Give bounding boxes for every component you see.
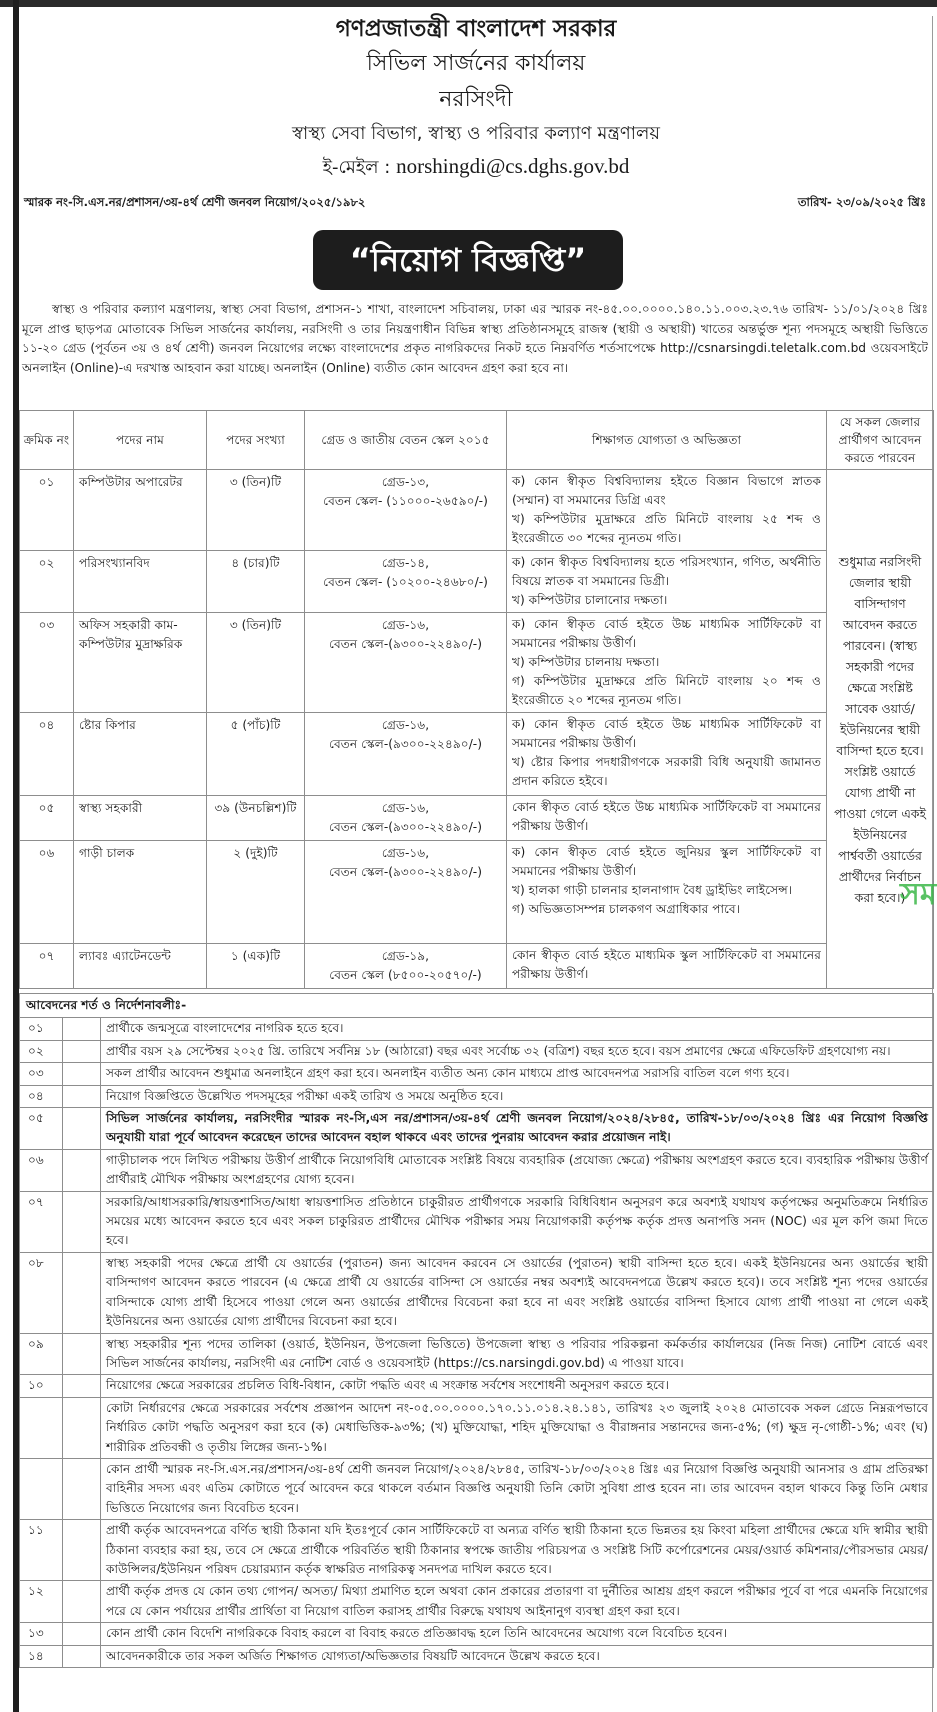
condition-serial: ০৫ <box>20 1108 63 1150</box>
condition-serial: ১৪ <box>20 1645 63 1667</box>
qualification-line: কোন স্বীকৃত বোর্ড হইতে মাধ্যমিক স্কুল সার্টিফিকেট বা সমমানের পরীক্ষায় উত্তীর্ণ। <box>512 948 821 981</box>
job-qualification <box>507 551 827 613</box>
job-grade <box>305 944 507 989</box>
job-scale-text: বেতন স্কেল-(৯৩০০-২২৪৯০/-) <box>329 637 482 651</box>
condition-spacer <box>63 1458 101 1519</box>
job-count-text: ৪ (চার)টি <box>231 556 280 570</box>
conditions-table <box>19 993 934 1668</box>
job-grade <box>305 613 507 713</box>
condition-text: আবেদনকারীকে তার সকল অর্জিত শিক্ষাগত যোগ্যতা/অভিজ্ঞতার বিষয়টি আবেদনে উল্লেখ করতে হবে। <box>101 1645 934 1667</box>
condition-serial <box>20 1397 63 1458</box>
header-count: পদের সংখ্যা <box>207 411 305 470</box>
job-grade <box>305 713 507 796</box>
condition-row <box>20 1085 934 1107</box>
job-row <box>20 713 934 796</box>
condition-serial: ০৭ <box>20 1191 63 1252</box>
job-serial-text: ০৫ <box>38 801 55 815</box>
job-count <box>207 796 305 841</box>
ministry-name: স্বাস্থ্য সেবা বিভাগ, স্বাস্থ্য ও পরিবার কল্যাণ মন্ত্রণালয় <box>291 123 661 144</box>
job-serial-text: ০৪ <box>38 718 55 732</box>
job-post <box>74 944 207 989</box>
condition-row <box>20 1252 934 1333</box>
condition-text: স্বাস্থ্য সহকারীর শূন্য পদের তালিকা (ওয়ার্ড, ইউনিয়ন, উপজেলা ভিত্তিতে) উপজেলা স্বাস্থ্য ও পরিবার পরিকল্পনা কর্মকর্তার কার্যালয়ের (নিজ নিজ) নোটিশ বোর্ডে এবং সিভিল সার্জনের কার্যালয়, নরসিংদী এর নোটিশ বোর্ড ও ওয়েবসাইট (https://cs.narsingdi.gov.bd) এ পাওয়া যাবে। <box>101 1333 934 1375</box>
job-post-text: গাড়ী চালক <box>79 846 135 860</box>
job-serial <box>20 841 74 944</box>
condition-serial: ১০ <box>20 1375 63 1397</box>
condition-row <box>20 1623 934 1645</box>
condition-serial: ০৯ <box>20 1333 63 1375</box>
job-grade-text: গ্রেড-১৩, <box>381 475 430 489</box>
condition-row <box>20 1375 934 1397</box>
qualification-line: কোন স্বীকৃত বোর্ড হইতে উচ্চ মাধ্যমিক সার্টিফিকেট বা সমমানের পরীক্ষায় উত্তীর্ণ। <box>512 800 821 833</box>
job-serial-text: ০১ <box>38 475 55 489</box>
condition-spacer <box>63 1581 101 1623</box>
job-scale-text: বেতন স্কেল-(৯৩০০-২২৪৯০/-) <box>329 820 482 834</box>
job-post <box>74 613 207 713</box>
condition-row <box>20 1191 934 1252</box>
qualification-line: ক) কোন স্বীকৃত বিশ্ববিদ্যালয় হইতে বিজ্ঞান বিভাগে স্নাতক (সম্মান) বা সমমানের ডিগ্রি এবং <box>512 474 821 507</box>
condition-serial: ১৩ <box>20 1623 63 1645</box>
job-scale-text: বেতন স্কেল- (১১০০০-২৬৫৯০/-) <box>323 494 488 508</box>
condition-spacer <box>63 1520 101 1581</box>
header-grade: গ্রেড ও জাতীয় বেতন স্কেল ২০১৫ <box>305 411 507 470</box>
job-count <box>207 944 305 989</box>
job-row <box>20 796 934 841</box>
district-name: নরসিংদী <box>439 87 513 112</box>
job-qualification <box>507 470 827 551</box>
job-post-text: ল্যাবঃ এ্যাটেনডেন্ট <box>79 949 171 963</box>
condition-text: কোটা নির্ধারণের ক্ষেত্রে সরকারের সর্বশেষ প্রজ্ঞাপন আদেশ নং-০৫.০০.০০০০.১৭০.১১.০১৪.২৪.১৪১, তারিখঃ ২৩ জুলাই ২০২৪ মোতাবেক সকল গ্রেডে নিম্নরূপভাবে নির্ধারিত কোটা পদ্ধতি অনুসরণ করা হবে (ক) মেধাভিত্তিক-৯৩%; (খ) মুক্তিযোদ্ধা, শহিদ মুক্তিযোদ্ধা ও বীরাঙ্গনার সন্তানদের জন্য-৫%; (গ) ক্ষুদ্র নৃ-গোষ্ঠী-১%; এবং (ঘ) শারীরিক প্রতিবন্ধী ও তৃতীয় লিঙ্গের জন্য-১%। <box>101 1397 934 1458</box>
job-scale-text: বেতন স্কেল-(৯৩০০-২২৪৯০/-) <box>329 737 482 751</box>
header-district: যে সকল জেলার প্রার্থীগণ আবেদন করতে পারবেন <box>827 411 934 470</box>
qualification-line: ক) কোন স্বীকৃত বোর্ড হইতে উচ্চ মাধ্যমিক সার্টিফিকেট বা সমমানের পরীক্ষায় উত্তীর্ণ। <box>512 617 821 650</box>
job-serial <box>20 551 74 613</box>
condition-spacer <box>63 1191 101 1252</box>
job-qualification <box>507 613 827 713</box>
condition-text: প্রার্থীকে জন্মসূত্রে বাংলাদেশের নাগরিক হতে হবে। <box>101 1018 934 1040</box>
condition-text: স্বাস্থ্য সহকারী পদের ক্ষেত্রে প্রার্থী যে ওয়ার্ডের (পুরাতন) জন্য আবেদন করবেন সে ওয়ার্ডের (পুরাতন) স্থায়ী বাসিন্দা হতে হবে। একই ইউনিয়নের অন্য ওয়ার্ডের স্থায়ী বাসিন্দাগণ আবেদন করতে পারবেন (এ ক্ষেত্রে প্রার্থী যে ওয়ার্ডের বাসিন্দা সে ওয়ার্ডের নম্বর অবশ্যই আবেদনপত্রে উল্লেখ করতে হবে)। তবে সংশ্লিষ্ট শূন্য পদের ওয়ার্ডের বাসিন্দাকে যোগ্য প্রার্থী হিসেবে পাওয়া গেলে অন্য ওয়ার্ডের প্রার্থীদের বিবেচনা করা হবে না এবং সংশ্লিষ্ট ওয়ার্ডের বাসিন্দা হিসাবে যোগ্য প্রার্থী পাওয়া না গেলে একই ইউনিয়নের অন্য ওয়ার্ডের যোগ্য প্রার্থীদের বিবেচনা করা হবে। <box>101 1252 934 1333</box>
job-serial <box>20 713 74 796</box>
condition-spacer <box>63 1149 101 1191</box>
job-serial-text: ০৩ <box>38 618 55 632</box>
qualification-line: গ) কম্পিউটার মুদ্রাক্ষরে প্রতি মিনিটে বাংলায় ২০ শব্দ ও ইংরেজীতে ২০ শব্দের ন্যূনতম গতি। <box>512 674 821 707</box>
job-scale-text: বেতন স্কেল (৮৫০০-২০৫৭০/-) <box>329 968 482 982</box>
job-grade-text: গ্রেড-১৬, <box>381 846 430 860</box>
job-row <box>20 841 934 944</box>
memo-date: তারিখ- ২৩/০৯/২০২৫ খ্রিঃ <box>797 195 926 209</box>
job-scale-text: বেতন স্কেল-(৯৩০০-২২৪৯০/-) <box>329 865 482 879</box>
job-serial-text: ০৬ <box>38 846 55 860</box>
condition-spacer <box>63 1040 101 1062</box>
notice-title: “নিয়োগ বিজ্ঞপ্তি” <box>313 230 623 290</box>
condition-spacer <box>63 1108 101 1150</box>
condition-serial: ১১ <box>20 1520 63 1581</box>
condition-serial: ০৩ <box>20 1063 63 1085</box>
job-post <box>74 551 207 613</box>
job-grade-text: গ্রেড-১৯, <box>381 949 430 963</box>
conditions-heading: আবেদনের শর্ত ও নির্দেশনাবলীঃ- <box>20 994 934 1018</box>
condition-serial: ০১ <box>20 1018 63 1040</box>
job-grade-text: গ্রেড-১৬, <box>381 801 430 815</box>
condition-spacer <box>63 1645 101 1667</box>
qualification-line: খ) কম্পিউটার চালানোর দক্ষতা। <box>512 593 668 607</box>
condition-row <box>20 1040 934 1062</box>
condition-spacer <box>63 1623 101 1645</box>
qualification-line: গ) অভিজ্ঞতাসম্পন্ন চালকগণ অগ্রাধিকার পাবে। <box>512 902 741 916</box>
job-scale-text: বেতন স্কেল- (১০২০০-২৪৬৮০/-) <box>323 575 488 589</box>
job-qualification <box>507 944 827 989</box>
conditions-heading-row <box>20 994 934 1018</box>
job-count <box>207 470 305 551</box>
government-name: গণপ্রজাতন্ত্রী বাংলাদেশ সরকার <box>335 16 617 42</box>
job-grade <box>305 841 507 944</box>
qualification-line: ক) কোন স্বীকৃত বোর্ড হইতে উচ্চ মাধ্যমিক সার্টিফিকেট বা সমমানের পরীক্ষায় উত্তীর্ণ। <box>512 717 821 750</box>
job-post-text: কম্পিউটার অপারেটর <box>79 475 183 489</box>
condition-row <box>20 1108 934 1150</box>
condition-serial: ১২ <box>20 1581 63 1623</box>
condition-spacer <box>63 1063 101 1085</box>
job-count-text: ৩৯ (উনচল্লিশ)টি <box>214 801 297 815</box>
job-serial-text: ০২ <box>38 556 55 570</box>
job-row <box>20 944 934 989</box>
condition-spacer <box>63 1397 101 1458</box>
office-name: সিভিল সার্জনের কার্যালয় <box>366 51 586 76</box>
condition-row <box>20 1581 934 1623</box>
job-post-text: অফিস সহকারী কাম-কম্পিউটার মুদ্রাক্ষরিক <box>79 618 183 651</box>
header-qualification: শিক্ষাগত যোগ্যতা ও অভিজ্ঞতা <box>507 411 827 470</box>
condition-row <box>20 1063 934 1085</box>
job-serial <box>20 796 74 841</box>
memo-number: স্মারক নং-সি.এস.নর/প্রশাসন/৩য়-৪র্থ শ্রেণী জনবল নিয়োগ/২০২৫/১৯৮২ <box>24 195 366 209</box>
job-count-text: ৩ (তিন)টি <box>229 475 282 489</box>
condition-text: প্রার্থীর বয়স ২৯ সেপ্টেম্বর ২০২৫ খ্রি. তারিখে সর্বনিম্ন ১৮ (আঠারো) বছর এবং সর্বোচ্চ ৩২ (বত্রিশ) বছর হতে হবে। বয়স প্রমাণের ক্ষেত্রে এফিডেফিট গ্রহণযোগ্য নয়। <box>101 1040 934 1062</box>
job-post <box>74 713 207 796</box>
condition-text: কোন প্রার্থী কোন বিদেশি নাগরিককে বিবাহ করলে বা বিবাহ করতে প্রতিজ্ঞাবদ্ধ হলে তিনি আবেদনের অযোগ্য বলে বিবেচিত হবেন। <box>101 1623 934 1645</box>
header-post: পদের নাম <box>74 411 207 470</box>
job-post-text: ষ্টোর কিপার <box>79 718 136 732</box>
email-label: ই-মেইল : <box>322 157 397 178</box>
condition-spacer <box>63 1333 101 1375</box>
condition-serial: ০৪ <box>20 1085 63 1107</box>
condition-row <box>20 1397 934 1458</box>
jobs-table <box>19 410 937 989</box>
qualification-line: ক) কোন স্বীকৃত বোর্ড হইতে জুনিয়র স্কুল সার্টিফিকেট বা সমমানের পরীক্ষায় উত্তীর্ণ। <box>512 845 821 878</box>
condition-text: নিয়োগ বিজ্ঞপ্তিতে উল্লেখিত পদসমূহের পরীক্ষা একই তারিখ ও সময়ে অনুষ্ঠিত হবে। <box>101 1085 934 1107</box>
condition-text: সরকারি/আধাসরকারি/স্বায়ত্তশাসিত/আধা স্বায়ত্তশাসিত প্রতিষ্ঠানে চাকুরীরত প্রার্থীগণকে সরকারি বিধিবিধান অনুসরণ করে অবশ্যই যথাযথ কর্তৃপক্ষের অনুমতিক্রমে নির্ধারিত সময়ের মধ্যে আবেদন করতে হবে এবং সকল চাকুরিরত প্রার্থীদের মৌখিক পরীক্ষার সময় নিয়োগকারী কর্তৃপক্ষ কর্তৃক প্রদত্ত অনাপত্তি সনদ (NOC) এর মূল কপি জমা দিতে হবে। <box>101 1191 934 1252</box>
qualification-line: খ) হালকা গাড়ী চালনার হালনাগাদ বৈধ ড্রাইভিং লাইসেন্স। <box>512 883 793 897</box>
qualification-line: ক) কোন স্বীকৃত বিশ্ববিদ্যালয় হতে পরিসংখ্যান, গণিত, অর্থনীতি বিষয়ে স্নাতক বা সমমানের ডিগ্রী। <box>512 555 821 588</box>
district-note-text: শুধুমাত্র নরসিংদী জেলার স্থায়ী বাসিন্দাগণ আবেদন করতে পারবেন। (স্বাস্থ্য সহকারী পদের ক্ষেত্রে সংশ্লিষ্ট সাবেক ওয়ার্ড/ ইউনিয়নের স্থায়ী বাসিন্দা হতে হবে। সংশ্লিষ্ট ওয়ার্ডে যোগ্য প্রার্থী না পাওয়া গেলে একই ইউনিয়নের পার্শ্ববর্তী ওয়ার্ডের প্রার্থীদের নির্বাচন করা হবে।) <box>834 553 926 905</box>
condition-spacer <box>63 1252 101 1333</box>
job-grade <box>305 796 507 841</box>
email-link[interactable]: norshingdi@cs.dghs.gov.bd <box>396 154 630 178</box>
job-count <box>207 613 305 713</box>
jobs-header-row <box>20 411 934 470</box>
top-border <box>0 0 937 7</box>
condition-row <box>20 1520 934 1581</box>
job-row <box>20 613 934 713</box>
letterhead <box>20 12 932 182</box>
condition-text: কোন প্রার্থী স্মারক নং-সি.এস.নর/প্রশাসন/৩য়-৪র্থ শ্রেণী জনবল নিয়োগ/২০২৪/২৮৪৫, তারিখ-১৮/০৩/২০২৪ খ্রিঃ এর নিয়োগ বিজ্ঞপ্তি অনুযায়ী আনসার ও গ্রাম প্রতিরক্ষা বাহিনীর সদস্য এবং এতিম কোটাতে পূর্বে আবেদন করে থাকলে বর্তমান বিজ্ঞপ্তি অনুযায়ী তিনি কোটা সুবিধা প্রাপ্ত হবেন না। তার আবেদন বহাল থাকবে কিন্তু তিনি মেধার ভিত্তিতে নিয়োগের জন্য বিবেচিত হবেন। <box>101 1458 934 1519</box>
job-grade-text: গ্রেড-১৬, <box>381 718 430 732</box>
job-count-text: ৫ (পাঁচ)টি <box>230 718 281 732</box>
job-serial <box>20 613 74 713</box>
condition-row <box>20 1645 934 1667</box>
condition-text: গাড়ীচালক পদে লিখিত পরীক্ষায় উত্তীর্ণ প্রার্থীকে নিয়োগবিধি মোতাবেক সংশ্লিষ্ট বিষয়ে ব্যবহারিক (প্রযোজ্য ক্ষেত্রে) পরীক্ষায় অংশগ্রহণ করতে হবে। ব্যবহারিক পরীক্ষায় উত্তীর্ণ প্রার্থীরাই মৌখিক পরীক্ষায় অংশগ্রহণের যোগ্য হবেন। <box>101 1149 934 1191</box>
job-grade-text: গ্রেড-১৪, <box>381 556 430 570</box>
job-serial <box>20 944 74 989</box>
qualification-line: খ) ষ্টোর কিপার পদধারীগণকে সরকারী বিধি অনুযায়ী জামানত প্রদান করিতে হইবে। <box>512 755 821 788</box>
condition-text: সকল প্রার্থীর আবেদন শুধুমাত্র অনলাইনে গ্রহণ করা হবে। অনলাইন ব্যতীত অন্য কোন মাধ্যমে প্রাপ্ত আবেদনপত্র সরাসরি বাতিল বলে গণ্য হবে। <box>101 1063 934 1085</box>
job-count-text: ৩ (তিন)টি <box>229 618 282 632</box>
condition-text: সিভিল সার্জনের কার্যালয়, নরসিংদীর স্মারক নং-সি,এস নর/প্রশাসন/৩য়-৪র্থ শ্রেণী জনবল নিয়োগ/২০২৪/২৮৪৫, তারিখ-১৮/০৩/২০২৪ খ্রিঃ এর নিয়োগ বিজ্ঞপ্তি অনুযায়ী যারা পূর্বে আবেদন করেছেন তাদের আবেদন বহাল থাকবে এবং তাদের পুনরায় আবেদন করার প্রয়োজন নাই। <box>101 1108 934 1150</box>
condition-row <box>20 1333 934 1375</box>
memo-row <box>24 194 928 213</box>
condition-text: প্রার্থী কর্তৃক আবেদনপত্রে বর্ণিত স্থায়ী ঠিকানা যদি ইতঃপূর্বে কোন সার্টিফিকেটে বা অন্যত্র বর্ণিত স্থায়ী ঠিকানা হতে ভিন্নতর হয় কিংবা মহিলা প্রার্থীদের ক্ষেত্রে যদি স্বামীর স্থায়ী ঠিকানা ব্যবহার করা হয়, তবে সে ক্ষেত্রে প্রার্থীকে পরিবর্তিত স্থায়ী ঠিকানার স্বপক্ষে জাতীয় পরিচয়পত্র ও সংশ্লিষ্ট সিটি কর্পোরেশনের মেয়র/ওয়ার্ড কমিশনার/পৌরসভার মেয়র/কাউন্সিলর/ইউনিয়ন পরিষদ চেয়ারম্যান কর্তৃক স্বাক্ষরিত নাগরিকত্ব সনদপত্র দাখিল করতে হবে। <box>101 1520 934 1581</box>
condition-row <box>20 1018 934 1040</box>
job-post <box>74 841 207 944</box>
job-row <box>20 470 934 551</box>
condition-serial: ০৮ <box>20 1252 63 1333</box>
job-count <box>207 841 305 944</box>
condition-serial: ০২ <box>20 1040 63 1062</box>
job-post <box>74 470 207 551</box>
job-serial <box>20 470 74 551</box>
job-qualification <box>507 841 827 944</box>
job-count <box>207 713 305 796</box>
header-serial: ক্রমিক নং <box>20 411 74 470</box>
job-count-text: ১ (এক)টি <box>230 949 281 963</box>
job-post-text: স্বাস্থ্য সহকারী <box>79 801 143 815</box>
qualification-line: খ) কম্পিউটার চালনায় দক্ষতা। <box>512 655 660 669</box>
condition-serial <box>20 1458 63 1519</box>
condition-row <box>20 1458 934 1519</box>
job-qualification <box>507 713 827 796</box>
job-count <box>207 551 305 613</box>
job-grade <box>305 470 507 551</box>
condition-serial: ০৬ <box>20 1149 63 1191</box>
condition-text: নিয়োগের ক্ষেত্রে সরকারের প্রচলিত বিধি-বিধান, কোটা পদ্ধতি এবং এ সংক্রান্ত সর্বশেষ সংশোধনী অনুসরণ করতে হবে। <box>101 1375 934 1397</box>
watermark: সম <box>900 877 937 912</box>
condition-spacer <box>63 1018 101 1040</box>
job-post-text: পরিসংখ্যানবিদ <box>79 556 150 570</box>
job-post <box>74 796 207 841</box>
job-grade <box>305 551 507 613</box>
condition-row <box>20 1149 934 1191</box>
email-line <box>20 150 932 182</box>
job-grade-text: গ্রেড-১৬, <box>381 618 430 632</box>
condition-text: প্রার্থী কর্তৃক প্রদত্ত যে কোন তথ্য গোপন/ অসত্য/ মিথ্যা প্রমাণিত হলে অথবা কোন প্রকারের প্রতারণা বা দুর্নীতির আশ্রয় গ্রহণ করলে পরীক্ষার পূর্বে বা পরে এমনকি নিয়োগের পরে যে কোন পর্যায়ের প্রার্থীর প্রার্থিতা বা নিয়োগ বাতিল করাসহ প্রার্থীর বিরুদ্ধে যথাযথ আইনানুগ ব্যবস্থা গ্রহণ করা হবে। <box>101 1581 934 1623</box>
condition-spacer <box>63 1085 101 1107</box>
job-serial-text: ০৭ <box>38 949 55 963</box>
job-qualification <box>507 796 827 841</box>
job-count-text: ২ (দুই)টি <box>233 846 278 860</box>
condition-spacer <box>63 1375 101 1397</box>
qualification-line: খ) কম্পিউটার মুদ্রাক্ষরে প্রতি মিনিটে বাংলায় ২৫ শব্দ ও ইংরেজীতে ৩০ শব্দের ন্যূনতম গতি। <box>512 512 821 545</box>
job-row <box>20 551 934 613</box>
intro-paragraph: স্বাস্থ্য ও পরিবার কল্যাণ মন্ত্রণালয়, স্বাস্থ্য সেবা বিভাগ, প্রশাসন-১ শাখা, বাংলাদেশ সচিবালয়, ঢাকা এর স্মারক নং-৪৫.০০.০০০০.১৪০.১১.০০৩.২৩.৭৬ তারিখ- ১১/০১/২০২৪ খ্রিঃ মূলে প্রাপ্ত ছাড়পত্র মোতাবেক সিভিল সার্জনের কার্যালয়, নরসিংদী ও তার নিয়ন্ত্রণাধীন বিভিন্ন স্বাস্থ্য প্রতিষ্ঠানসমূহে রাজস্ব (স্থায়ী ও অস্থায়ী) খাতের অন্তর্ভুক্ত শূন্য পদসমূহে অস্থায়ী ভিত্তিতে ১১-২০ গ্রেড (পূর্বতন ৩য় ও ৪র্থ শ্রেণী) জনবল নিয়োগের লক্ষ্যে বাংলাদেশের প্রকৃত নাগরিকদের নিকট হতে নিম্নবর্ণিত শর্তসাপেক্ষে http://csnarsingdi.teletalk.com.bd ওয়েবসাইটে অনলাইন (Online)-এ দরখাস্ত আহবান করা যাচ্ছে। অনলাইন (Online) ব্যতীত কোন আবেদন গ্রহণ করা হবে না। <box>22 302 928 375</box>
